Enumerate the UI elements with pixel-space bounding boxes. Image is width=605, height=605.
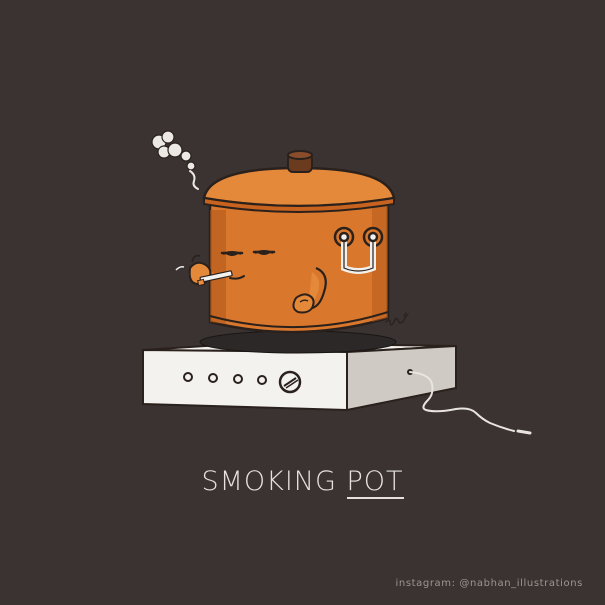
stove-button-3: [234, 375, 242, 383]
stove-button-2: [209, 374, 217, 382]
stove-button-4: [258, 376, 266, 384]
lid-knob: [288, 151, 312, 172]
caption-word-pot: POT: [347, 468, 404, 499]
stove-dial: [280, 372, 300, 392]
caption: [0, 466, 605, 499]
artist-signature: [386, 313, 408, 325]
instagram-credit: instagram: @nabhan_illustrations: [395, 578, 583, 589]
stove-button-1: [184, 373, 192, 381]
burner: [200, 331, 396, 353]
caption-word-smoking: SMOKING: [201, 466, 337, 497]
pot: [176, 151, 394, 332]
smoke-puff: [152, 131, 198, 189]
